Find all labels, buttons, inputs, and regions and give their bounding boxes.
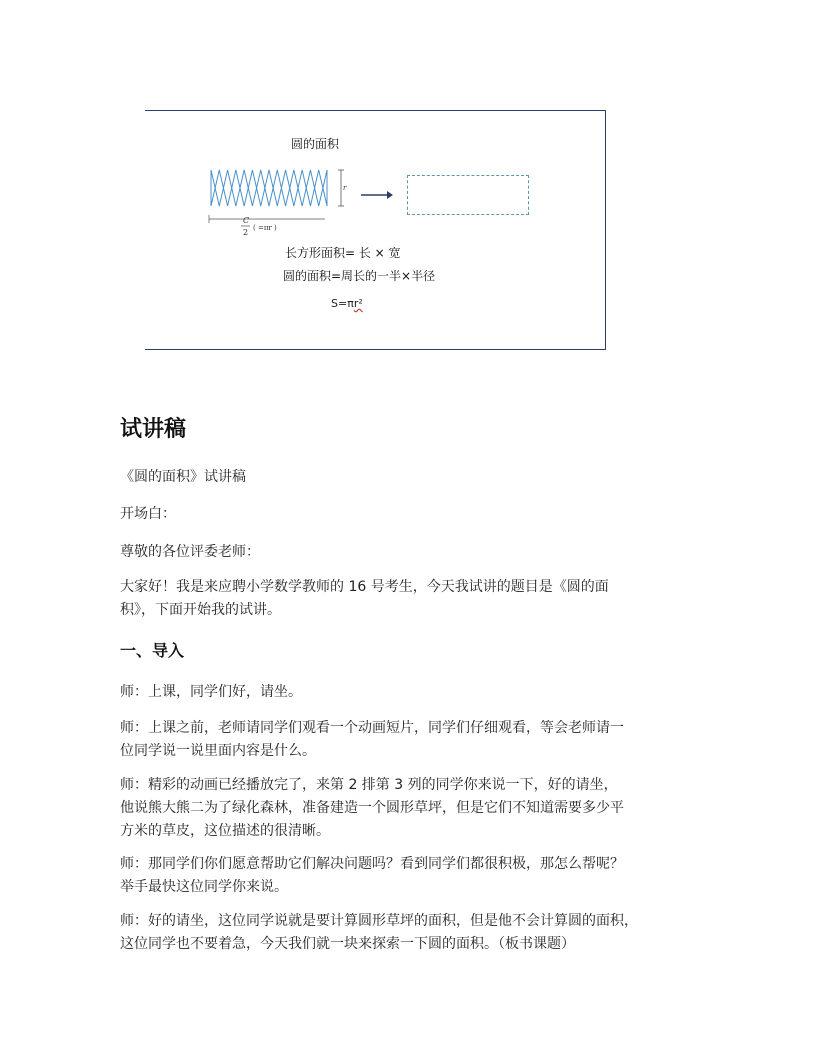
paragraph-2: 师：上课之前，老师请同学们观看一个动画短片，同学们仔细观看，等会老师请一 位同学说一说里面内容是什么。 — [120, 720, 624, 759]
opening-label: 开场白： — [120, 506, 176, 522]
paragraph-4: 师：那同学们你们愿意帮助它们解决问题吗？看到同学们都很积极，那怎么帮呢？ 举手最快这位同学你来说。 — [120, 856, 624, 895]
board-title: 圆的面积 — [291, 137, 340, 151]
intro-paragraph: 大家好！我是来应聘小学数学教师的 16 号考生，今天我试讲的题目是《圆的面 积》，下面开始我的试讲。 — [120, 579, 609, 618]
measure-numerator: C — [243, 216, 250, 225]
target-rectangle — [407, 175, 529, 215]
board-image — [145, 110, 606, 350]
rearranged-circle-strip — [209, 168, 359, 212]
formula-s: S=πr² — [331, 297, 363, 310]
greeting: 尊敬的各位评委老师： — [120, 544, 260, 560]
measure-bracket — [205, 211, 325, 241]
measure-denominator: 2 — [243, 228, 249, 237]
paragraph-5: 师：好的请坐，这位同学说就是要计算圆形草坪的面积，但是他不会计算圆的面积， 这位同学也不要着急，今天我们就一块来探索一下圆的面积。（板书课题） — [120, 913, 638, 952]
paragraph-3: 师：精彩的动画已经播放完了，来第 2 排第 3 列的同学你来说一下，好的请坐， 他说熊大熊二为了绿化森林，准备建造一个圆形草坪，但是它们不知道需要多少平 方米的草皮，这位描述的很清晰。 — [120, 777, 624, 839]
lesson-subtitle: 《圆的面积》试讲稿 — [120, 469, 246, 485]
section-intro-heading: 一、导入 — [120, 641, 185, 660]
formula-rectangle: 长方形面积= 长 × 宽 — [285, 246, 401, 260]
document-heading: 试讲稿 — [120, 417, 187, 442]
radius-label: r — [343, 184, 347, 192]
zigzag-strip-figure — [209, 168, 359, 208]
formula-circle: 圆的面积=周长的一半×半径 — [283, 269, 436, 283]
paragraph-1: 师：上课，同学们好，请坐。 — [120, 684, 302, 700]
measure-paren: ( =πr ) — [253, 224, 277, 232]
arrow-right-icon — [361, 190, 393, 200]
